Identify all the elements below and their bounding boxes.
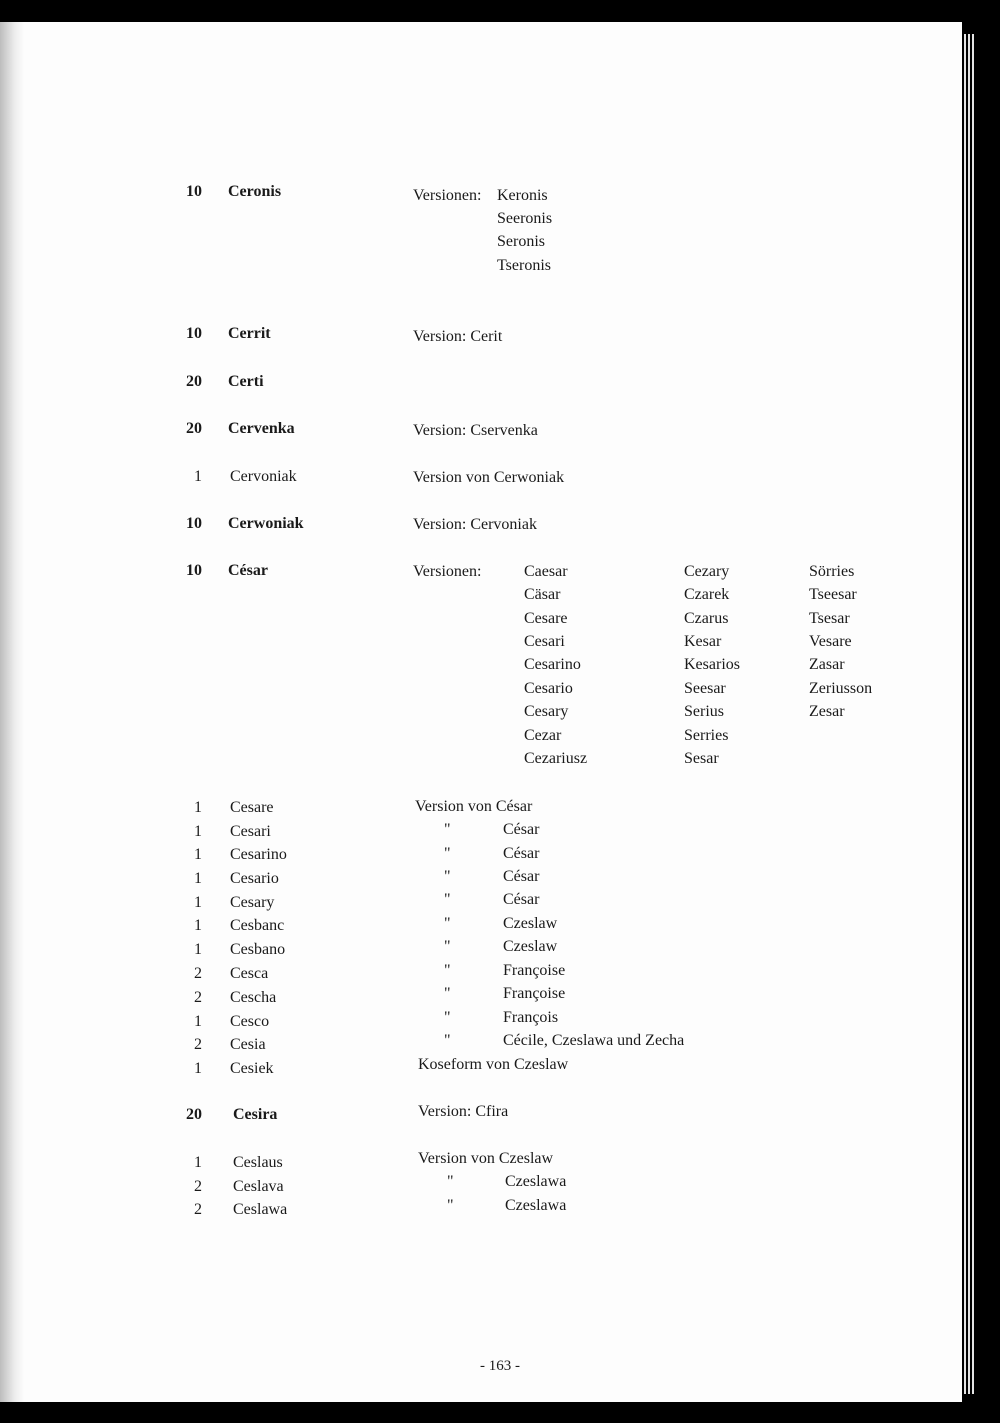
entry-number: 10: [186, 562, 202, 579]
version-name: Czarus: [684, 610, 729, 627]
ditto-mark: ": [444, 868, 451, 885]
ditto-mark: ": [444, 985, 451, 1002]
version-name: Cezary: [684, 563, 730, 580]
page-edge: [972, 34, 974, 1394]
entry-name: Cesiek: [230, 1060, 274, 1077]
entry-number: 1: [194, 799, 202, 816]
entry-reference: François: [503, 1009, 559, 1026]
ditto-mark: ": [444, 821, 451, 838]
entry-name: Cesbano: [230, 941, 286, 958]
version-name: Tseesar: [809, 586, 857, 603]
entry-number: 1: [194, 468, 202, 485]
ditto-mark: ": [444, 915, 451, 932]
entry-number: 1: [194, 894, 202, 911]
entry-name: Cesarino: [230, 846, 287, 863]
entry-name: Cesco: [230, 1013, 270, 1030]
version-name: Vesare: [809, 633, 852, 650]
page-spine-shadow: [0, 22, 24, 1402]
ditto-mark: ": [444, 891, 451, 908]
version-name: Czarek: [684, 586, 730, 603]
entry-number: 1: [194, 1154, 202, 1171]
entry-note: Version: Cservenka: [413, 422, 538, 439]
version-name: Kesar: [684, 633, 722, 650]
version-name: Cezar: [524, 727, 562, 744]
entry-name: Ceslava: [233, 1178, 284, 1195]
ditto-mark: ": [444, 962, 451, 979]
entry-note: Koseform von Czeslaw: [418, 1056, 569, 1073]
entry-number: 1: [194, 870, 202, 887]
version-name: Caesar: [524, 563, 568, 580]
entry-note: Version: Cervoniak: [413, 516, 537, 533]
entry-name: Cesary: [230, 894, 275, 911]
entry-number: 2: [194, 1201, 202, 1218]
entry-name: Cesira: [233, 1106, 278, 1123]
entry-number: 1: [194, 846, 202, 863]
version-name: Tseronis: [497, 257, 551, 274]
entry-reference: Françoise: [503, 962, 566, 979]
version-name: Cäsar: [524, 586, 561, 603]
version-name: Seronis: [497, 233, 545, 250]
version-name: Serius: [684, 703, 724, 720]
version-name: Cesarino: [524, 656, 581, 673]
entry-name: Cerwoniak: [228, 515, 304, 532]
ditto-mark: ": [444, 1032, 451, 1049]
version-name: Cesari: [524, 633, 565, 650]
entry-reference: César: [503, 821, 540, 838]
version-name: Cezariusz: [524, 750, 588, 767]
entry-name: Cesari: [230, 823, 271, 840]
entry-reference: César: [503, 891, 540, 908]
version-name: Zeriusson: [809, 680, 873, 697]
entry-note-label: Versionen:: [413, 563, 482, 580]
entry-number: 20: [186, 373, 202, 390]
entry-name: Ceronis: [228, 183, 282, 200]
version-name: Zesar: [809, 703, 845, 720]
version-name: Cesary: [524, 703, 569, 720]
entry-note: Version: Cerit: [413, 328, 503, 345]
ditto-mark: ": [447, 1173, 454, 1190]
entry-name: Cesbanc: [230, 917, 285, 934]
entry-name: Cesario: [230, 870, 279, 887]
ditto-mark: ": [444, 1009, 451, 1026]
entry-name: Cesare: [230, 799, 274, 816]
ditto-mark: ": [447, 1197, 454, 1214]
entry-name: Cesca: [230, 965, 269, 982]
version-name: Serries: [684, 727, 729, 744]
entry-name: Cervoniak: [230, 468, 297, 485]
entry-reference: César: [503, 868, 540, 885]
entry-reference: Czeslaw: [503, 938, 558, 955]
entry-name: Cescha: [230, 989, 277, 1006]
entry-number: 1: [194, 823, 202, 840]
version-name: Seeronis: [497, 210, 553, 227]
entry-number: 1: [194, 1013, 202, 1030]
entry-number: 1: [194, 917, 202, 934]
entry-number: 2: [194, 965, 202, 982]
version-name: Keronis: [497, 187, 548, 204]
entry-note: Version von César: [415, 798, 533, 815]
version-name: Tsesar: [809, 610, 850, 627]
entry-name: César: [228, 562, 268, 579]
version-name: Kesarios: [684, 656, 740, 673]
entry-name: Cerrit: [228, 325, 271, 342]
entry-number: 10: [186, 515, 202, 532]
entry-number: 1: [194, 1060, 202, 1077]
entry-reference: Czeslawa: [505, 1197, 567, 1214]
entry-number: 2: [194, 1036, 202, 1053]
version-name: Sörries: [809, 563, 855, 580]
entry-reference: Françoise: [503, 985, 566, 1002]
entry-number: 20: [186, 420, 202, 437]
page-edge: [968, 34, 970, 1394]
ditto-mark: ": [444, 845, 451, 862]
entry-number: 10: [186, 325, 202, 342]
version-name: Cesario: [524, 680, 573, 697]
version-name: Zasar: [809, 656, 845, 673]
entry-reference: Cécile, Czeslawa und Zecha: [503, 1032, 685, 1049]
version-name: Cesare: [524, 610, 568, 627]
version-name: Seesar: [684, 680, 726, 697]
entry-name: Ceslaus: [233, 1154, 283, 1171]
entry-name: Cervenka: [228, 420, 295, 437]
entry-reference: César: [503, 845, 540, 862]
entry-name: Certi: [228, 373, 264, 390]
entry-note: Version von Czeslaw: [418, 1150, 554, 1167]
entry-number: 2: [194, 1178, 202, 1195]
page-number: - 163 -: [480, 1358, 520, 1374]
page-edge: [964, 34, 966, 1394]
entry-reference: Czeslaw: [503, 915, 558, 932]
entry-note: Version von Cerwoniak: [413, 469, 565, 486]
entry-name: Cesia: [230, 1036, 266, 1053]
entry-note: Version: Cfira: [418, 1103, 509, 1120]
entry-number: 1: [194, 941, 202, 958]
entry-number: 20: [186, 1106, 202, 1123]
entry-number: 10: [186, 183, 202, 200]
entry-reference: Czeslawa: [505, 1173, 567, 1190]
ditto-mark: ": [444, 938, 451, 955]
entry-name: Ceslawa: [233, 1201, 288, 1218]
entry-note-label: Versionen:: [413, 187, 482, 204]
version-name: Sesar: [684, 750, 719, 767]
entry-number: 2: [194, 989, 202, 1006]
